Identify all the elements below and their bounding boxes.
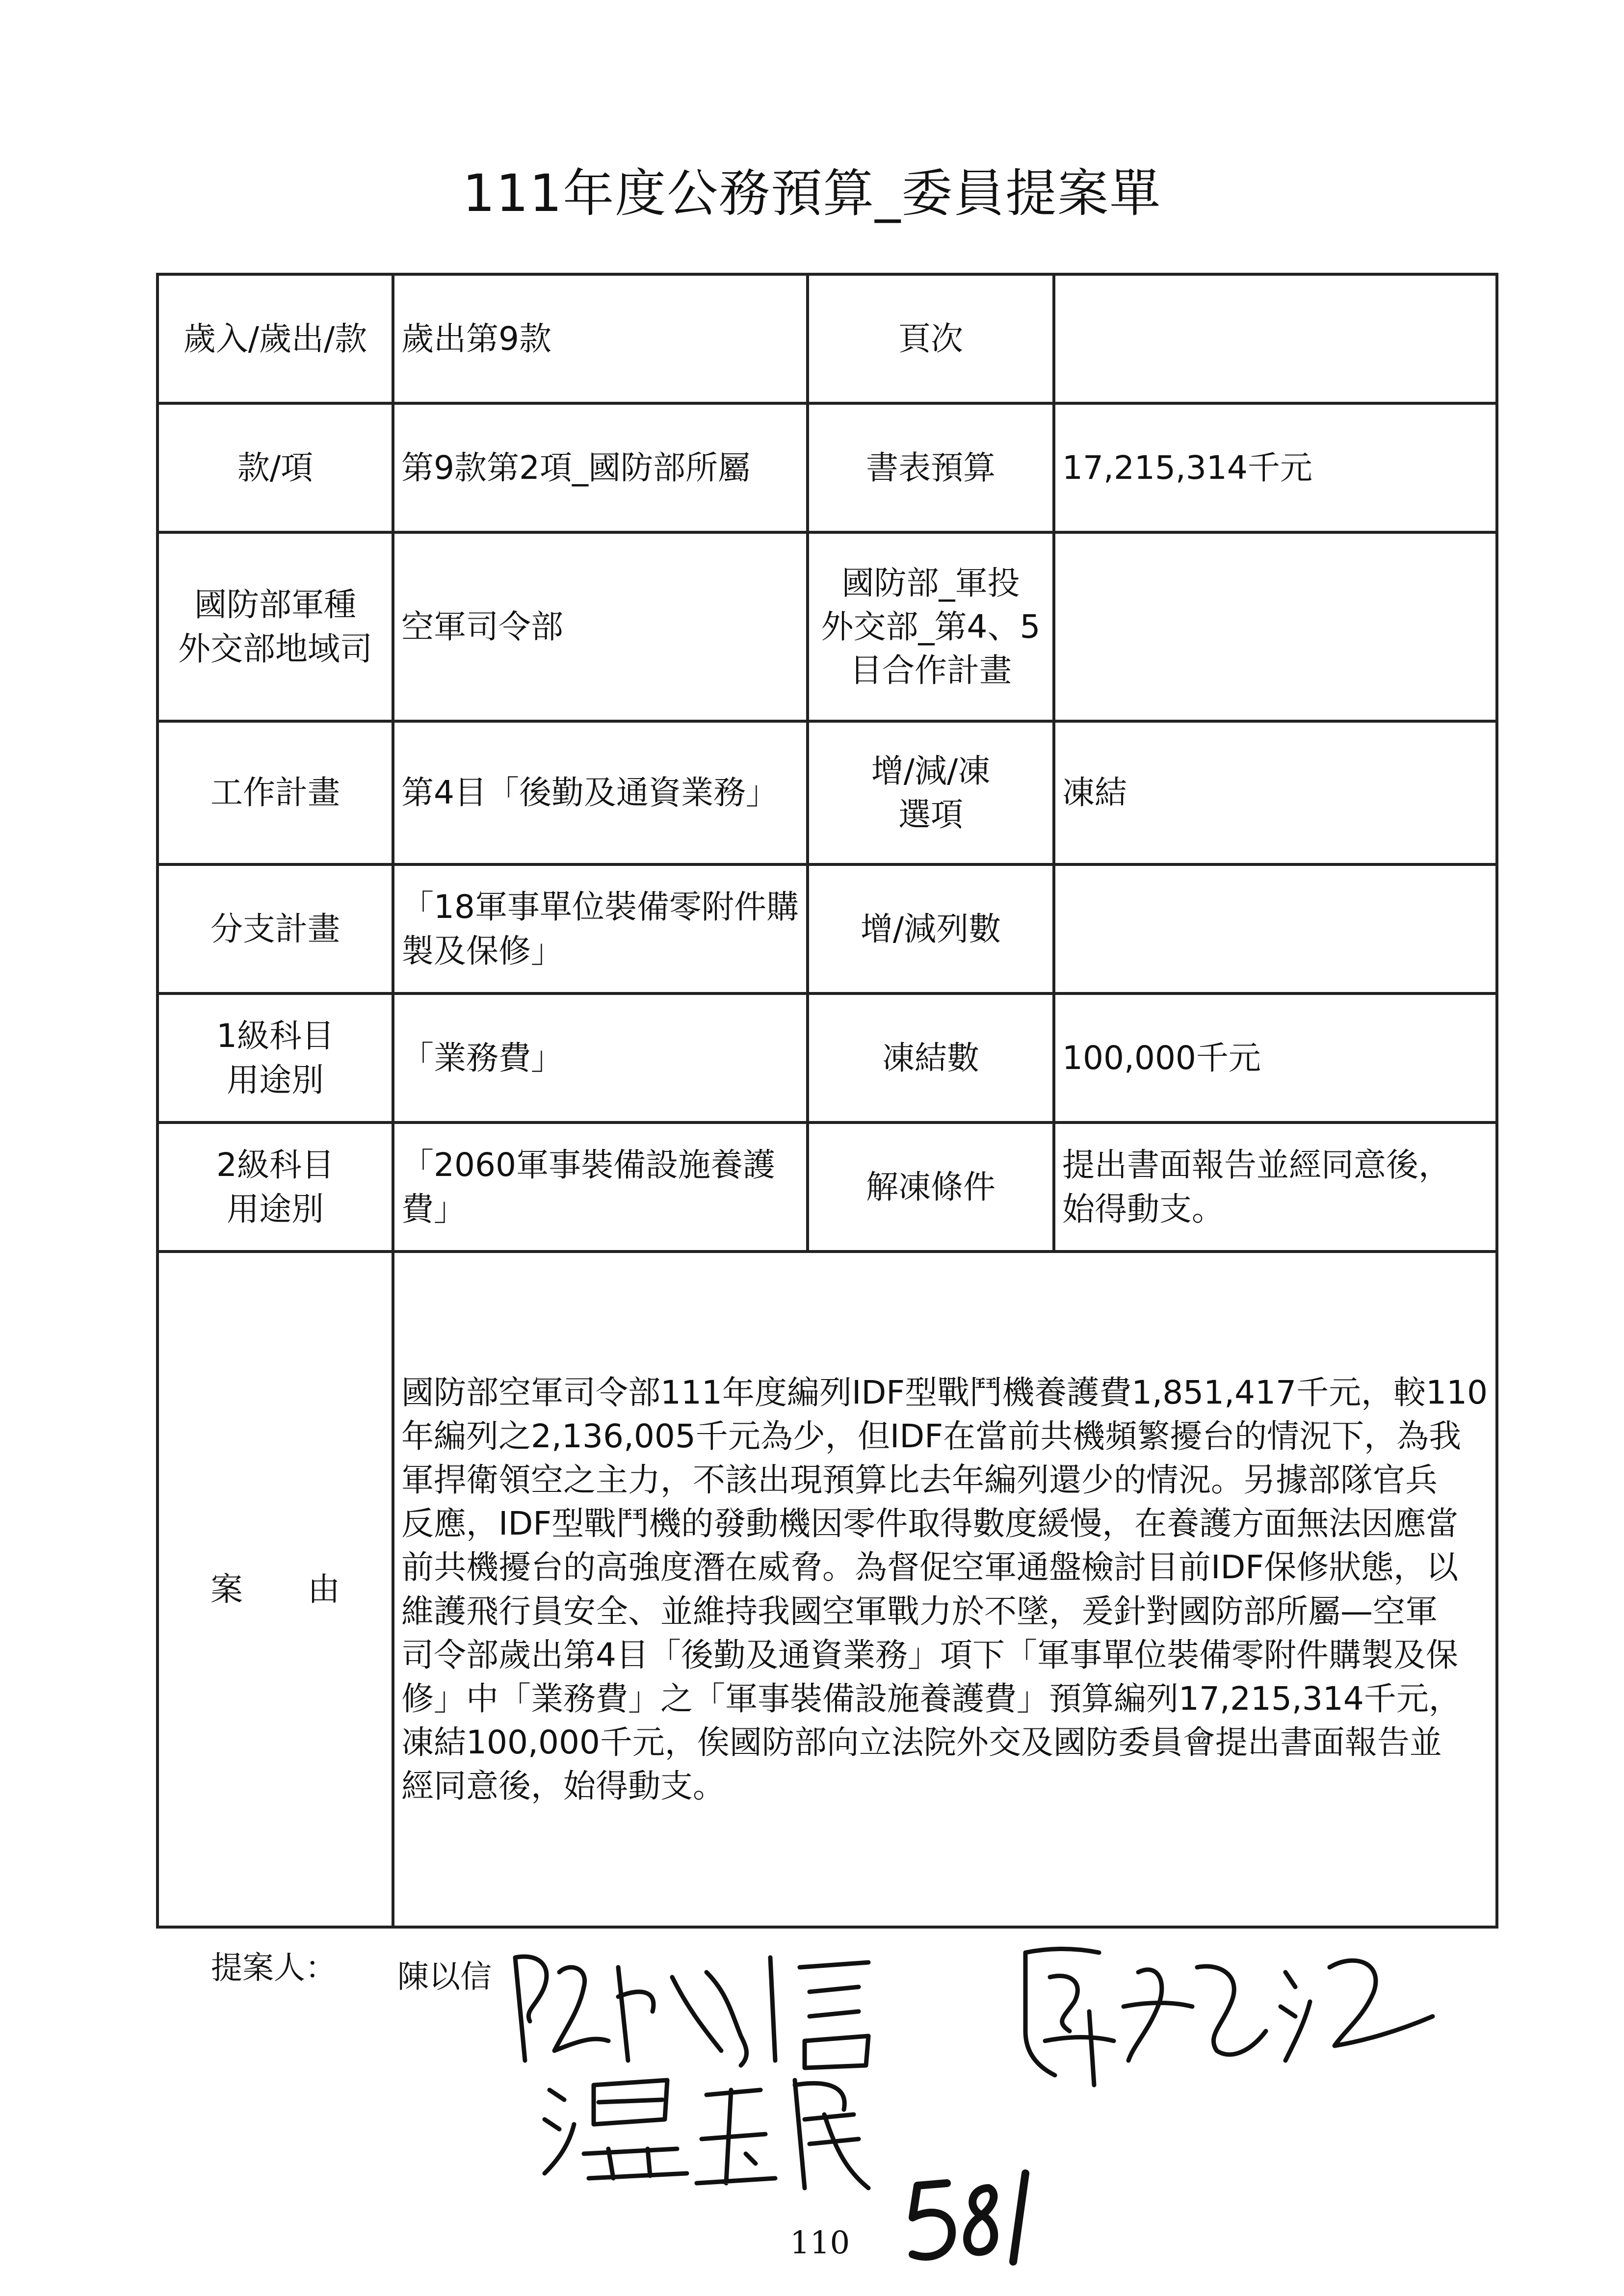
proposer-name: 陳以信 <box>397 1959 492 1995</box>
page-number: 110 <box>790 2225 850 2261</box>
value-frozen-amount: 100,000千元 <box>1054 993 1497 1122</box>
row-sub-plan <box>157 864 1497 993</box>
value-agency: 空軍司令部 <box>393 532 808 721</box>
value-sub-plan <box>393 864 808 993</box>
label-agency-line2: 外交部地域司 <box>178 629 372 668</box>
value-unfreeze-condition <box>1054 1122 1497 1252</box>
reason-line: 國防部空軍司令部111年度編列IDF型戰鬥機養護費1,851,417千元，較110 <box>401 1374 1488 1412</box>
proposer-label: 提案人： <box>211 1950 337 1986</box>
label-section-item: 款/項 <box>157 403 393 532</box>
label-action-option <box>808 721 1054 864</box>
reason-line: 修」中「業務費」之「軍事裝備設施養護費」預算編列17,215,314千元， <box>401 1679 1461 1718</box>
label-book-budget: 書表預算 <box>808 403 1054 532</box>
document-title: 111年度公務預算_委員提案單 <box>462 163 1162 223</box>
reason-line: 前共機擾台的高強度潛在威脅。為督促空軍通盤檢討目前IDF保修狀態，以 <box>401 1548 1459 1587</box>
signature-3 <box>530 2056 883 2198</box>
label-program-line1: 國防部_軍投 <box>841 564 1020 602</box>
row-level1-subject <box>157 993 1497 1122</box>
value-budget-type: 歲出第9款 <box>393 274 808 403</box>
value-book-budget: 17,215,314千元 <box>1054 403 1497 532</box>
reason-line: 凍結100,000千元，俟國防部向立法院外交及國防委員會提出書面報告並 <box>401 1723 1442 1761</box>
label-program-line3: 目合作計畫 <box>850 652 1012 690</box>
value-change-amount <box>1054 864 1497 993</box>
label-page: 頁次 <box>808 274 1054 403</box>
label-level1-line2: 用途別 <box>227 1061 324 1099</box>
value-sub-plan-line1: 「18軍事單位裝備零附件購 <box>401 888 799 926</box>
value-level2-subject <box>393 1122 808 1252</box>
value-level2-line1: 「2060軍事裝備設施養護 <box>401 1146 775 1184</box>
label-frozen-amount: 凍結數 <box>808 993 1054 1122</box>
label-level1-line1: 1級科目 <box>216 1017 334 1055</box>
value-sub-plan-line2: 製及保修」 <box>401 932 563 970</box>
reason-line: 經同意後，始得動支。 <box>401 1767 725 1805</box>
row-reason <box>157 1252 1497 1927</box>
proposal-form-table <box>156 273 1498 1929</box>
reason-line: 年編列之2,136,005千元為少，但IDF在當前共機頻繁擾台的情況下，為我 <box>401 1417 1462 1456</box>
label-level2-line1: 2級科目 <box>216 1146 334 1184</box>
label-program <box>808 532 1054 721</box>
value-level2-line2: 費」 <box>401 1190 466 1228</box>
label-unfreeze-condition: 解凍條件 <box>808 1122 1054 1252</box>
value-action-option: 凍結 <box>1054 721 1497 864</box>
label-budget-type: 歲入/歲出/款 <box>157 274 393 403</box>
row-level2-subject <box>157 1122 1497 1252</box>
value-program <box>1054 532 1497 721</box>
reason-line: 司令部歲出第4目「後勤及通資業務」項下「軍事單位裝備零附件購製及保 <box>401 1636 1458 1674</box>
label-action-option-line2: 選項 <box>898 796 963 834</box>
value-work-plan: 第4目「後勤及通資業務」 <box>393 721 808 864</box>
label-reason: 案 由 <box>157 1252 393 1927</box>
label-change-amount: 增/減列數 <box>808 864 1054 993</box>
value-unfreeze-line2: 始得動支。 <box>1062 1190 1224 1228</box>
value-page <box>1054 274 1497 403</box>
label-level2-subject <box>157 1122 393 1252</box>
row-section-item <box>157 403 1497 532</box>
reason-line: 維護飛行員安全、並維持我國空軍戰力於不墜，爰針對國防部所屬—空軍 <box>401 1592 1438 1630</box>
value-level1-subject: 「業務費」 <box>393 993 808 1122</box>
label-program-line2: 外交部_第4、5 <box>821 607 1041 646</box>
row-work-plan <box>157 721 1497 864</box>
reason-body <box>393 1252 1497 1927</box>
label-work-plan: 工作計畫 <box>157 721 393 864</box>
row-budget-type <box>157 274 1497 403</box>
reason-line: 反應，IDF型戰鬥機的發動機因零件取得數度緩慢，在養護方面無法因應當 <box>401 1505 1459 1543</box>
label-agency-line1: 國防部軍種 <box>194 586 356 624</box>
label-agency <box>157 532 393 721</box>
value-unfreeze-line1: 提出書面報告並經同意後， <box>1062 1146 1451 1184</box>
label-sub-plan: 分支計畫 <box>157 864 393 993</box>
row-agency <box>157 532 1497 721</box>
label-level2-line2: 用途別 <box>227 1190 324 1228</box>
signature-2 <box>1011 1933 1452 2095</box>
label-level1-subject <box>157 993 393 1122</box>
value-section-item: 第9款第2項_國防部所屬 <box>393 403 808 532</box>
label-action-option-line1: 增/減/凍 <box>871 752 991 790</box>
reason-line: 軍捍衛領空之主力，不該出現預算比去年編列還少的情況。另據部隊官兵 <box>401 1461 1438 1499</box>
handwritten-number-581 <box>903 2164 1050 2271</box>
